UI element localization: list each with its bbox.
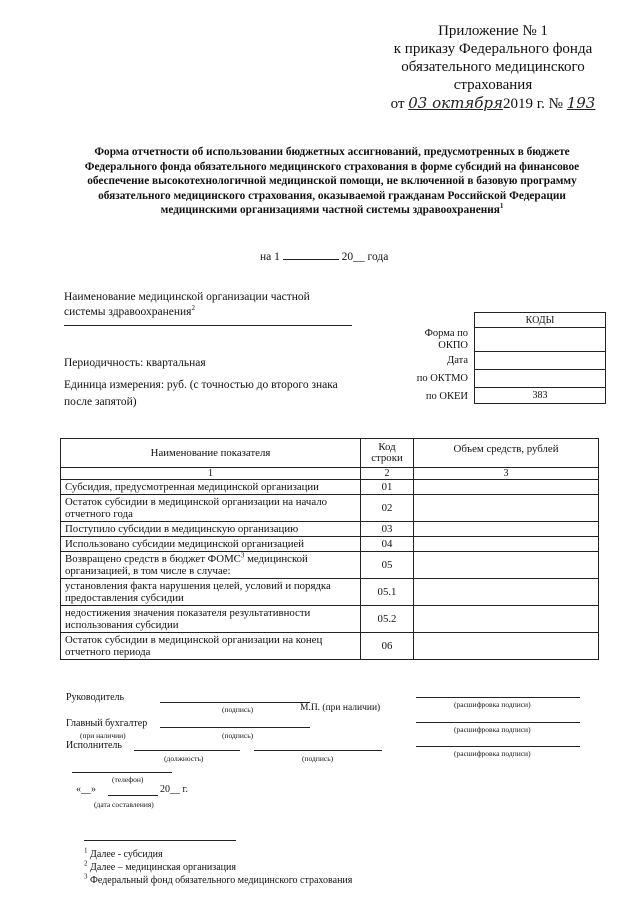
footnote-2-text: Далее – медицинская организация (87, 862, 236, 873)
phone-field[interactable] (72, 772, 172, 773)
executor-label: Исполнитель (66, 740, 122, 751)
chief-sign-field[interactable] (160, 727, 310, 728)
executor-position-field[interactable] (134, 750, 240, 751)
appendix-line-2: к приказу Федерального фонда (393, 41, 593, 57)
appendix-line-1: Приложение № 1 (438, 23, 548, 39)
periodicity: Периодичность: квартальная (64, 357, 206, 369)
footnote-1 (84, 848, 352, 861)
head-label: Руководитель (66, 692, 125, 703)
oktmo-label: по ОКТМО (416, 373, 468, 384)
date-label: Дата (447, 355, 468, 366)
row-name: Использовано субсидии медицинской организацией (61, 537, 361, 552)
row-code: 05.1 (361, 579, 414, 606)
okei-label: по ОКЕИ (425, 391, 468, 402)
header-amount: Объем средств, рублей (414, 439, 599, 468)
row-code: 01 (361, 480, 414, 495)
footnote-3-text: Федеральный фонд обязательного медицинского страхования (87, 875, 353, 886)
stamp-caption: М.П. (при наличии) (300, 703, 381, 713)
title-line-5 (62, 203, 602, 218)
executor-decode-caption: (расшифровка подписи) (454, 749, 531, 758)
chief-accountant-label: Главный бухгалтер (66, 718, 148, 729)
org-name-block (64, 290, 364, 320)
row-footnote-mark: 3 (240, 551, 245, 560)
head-decode-caption: (расшифровка подписи) (454, 700, 531, 709)
row-amount-cell[interactable] (414, 606, 599, 633)
row-code: 05 (361, 552, 414, 579)
footnotes (84, 848, 352, 887)
head-sign-field[interactable] (160, 702, 310, 703)
col-number-3: 3 (414, 468, 599, 480)
okpo-label-1: Форма по (424, 328, 468, 339)
footnote-1-text: Далее - субсидия (87, 849, 163, 860)
period-prefix: на 1 (260, 251, 280, 263)
oktmo-code-cell[interactable] (475, 370, 606, 388)
row-code: 05.2 (361, 606, 414, 633)
table-row (61, 537, 599, 552)
org-name-field[interactable] (64, 325, 352, 326)
chief-decode-caption: (расшифровка подписи) (454, 725, 531, 734)
org-name-label-2-text: системы здравоохранения (64, 306, 192, 318)
okei-code-cell: 383 (475, 388, 606, 404)
period-blank[interactable] (283, 259, 339, 260)
executor-sign-field[interactable] (254, 750, 382, 751)
row-amount-cell[interactable] (414, 537, 599, 552)
footnote-3-mark: 3 (84, 872, 88, 881)
row-amount-cell[interactable] (414, 633, 599, 660)
row-name: Остаток субсидии в медицинской организации на начало отчетного года (61, 495, 361, 522)
okpo-label-2: ОКПО (438, 340, 468, 351)
codes-table (474, 312, 606, 404)
row-name: Остаток субсидии в медицинской организации на конец отчетного периода (61, 633, 361, 660)
order-number-handwritten: 193 (566, 94, 596, 112)
row-code: 03 (361, 522, 414, 537)
table-row (61, 552, 599, 579)
row-name-part-b: медицинской организацией, в том числе в случае: (65, 553, 308, 577)
date-code-cell[interactable] (475, 352, 606, 370)
title-footnote-mark: 1 (499, 202, 504, 211)
order-date-handwritten: 03 октября (408, 94, 503, 112)
executor-decode-field[interactable] (416, 746, 580, 747)
org-name-label-2 (64, 305, 364, 320)
title-line-1: Форма отчетности об использовании бюджетных ассигнований, предусмотренных в бюджете (94, 146, 570, 158)
chief-decode-field[interactable] (416, 722, 580, 723)
row-name: Поступило субсидии в медицинскую организацию (61, 522, 361, 537)
order-year: 2019 г. № (502, 96, 563, 112)
row-name-part-a: Возвращено средств в бюджет ФОМС (65, 553, 241, 565)
chief-sign-caption: (подпись) (222, 731, 254, 740)
unit-line-2: после запятой) (64, 396, 137, 408)
title-line-2: Федерального фонда обязательного медицинского страхования в форме субсидий на финансовое (84, 160, 580, 173)
title-line-3: обеспечение высокотехнологичной медицинской помощи, не включенной в базовую программу (87, 175, 577, 188)
row-code: 04 (361, 537, 414, 552)
org-name-label-1: Наименование медицинской организации частной (64, 291, 310, 303)
table-row (61, 579, 599, 606)
table-row (61, 522, 599, 537)
table-row (61, 480, 599, 495)
appendix-line-3: обязательного медицинского (401, 59, 585, 75)
row-code: 06 (361, 633, 414, 660)
header-code-1: Код (378, 441, 396, 453)
executor-position-caption: (должность) (164, 754, 204, 763)
period-suffix: года (367, 251, 389, 263)
row-code: 02 (361, 495, 414, 522)
order-prefix: от (390, 96, 405, 112)
order-line (378, 94, 608, 113)
report-table (60, 438, 599, 660)
row-name: недостижения значения показателя результативности использования субсидии (61, 606, 361, 633)
row-amount-cell[interactable] (414, 495, 599, 522)
table-row (61, 495, 599, 522)
row-name: Субсидия, предусмотренная медицинской организации (61, 480, 361, 495)
row-amount-cell[interactable] (414, 579, 599, 606)
date-open: «__» (76, 784, 96, 795)
title-line-4: обязательного медицинского страхования, оказываемой гражданам Российской Федерации (98, 189, 566, 202)
date-month-field[interactable] (108, 795, 158, 796)
okpo-label (380, 328, 468, 352)
table-header-row (61, 439, 599, 468)
table-row (61, 606, 599, 633)
appendix-header (378, 22, 608, 113)
header-code-2: строки (371, 452, 403, 464)
header-code (361, 439, 414, 468)
footnote-1-mark: 1 (84, 846, 88, 855)
footnote-separator (84, 840, 236, 841)
row-amount-cell[interactable] (414, 480, 599, 495)
table-row (61, 633, 599, 660)
date-year: 20__ г. (160, 784, 188, 795)
row-name: установления факта нарушения целей, условий и порядка предоставления субсидии (61, 579, 361, 606)
report-period (260, 251, 388, 263)
title-line-5-text: медицинскими организациями частной системы здравоохранения (160, 204, 500, 217)
head-sign-caption: (подпись) (222, 705, 254, 714)
period-year: 20__ (341, 251, 365, 263)
head-decode-field[interactable] (416, 697, 580, 698)
unit-block (64, 377, 338, 411)
compile-date-caption: (дата составления) (94, 800, 154, 809)
col-number-2: 2 (361, 468, 414, 480)
footnote-3 (84, 874, 352, 887)
chief-if-any-caption: (при наличии) (80, 731, 126, 740)
appendix-line-4: страхования (453, 77, 533, 93)
col-number-1: 1 (61, 468, 361, 480)
footnote-2-mark: 2 (84, 859, 88, 868)
footnote-2 (84, 861, 352, 874)
row-name (61, 552, 361, 579)
unit-line-1: Единица измерения: руб. (с точностью до второго знака (64, 379, 338, 391)
table-numbering-row (61, 468, 599, 480)
okpo-code-cell[interactable] (475, 328, 606, 352)
codes-header: КОДЫ (475, 313, 606, 328)
phone-caption: (телефон) (112, 775, 144, 784)
row-amount-cell[interactable] (414, 552, 599, 579)
row-amount-cell[interactable] (414, 522, 599, 537)
org-footnote-mark: 2 (191, 304, 195, 313)
form-title (62, 145, 602, 218)
header-indicator: Наименование показателя (61, 439, 361, 468)
executor-sign-caption: (подпись) (302, 754, 334, 763)
